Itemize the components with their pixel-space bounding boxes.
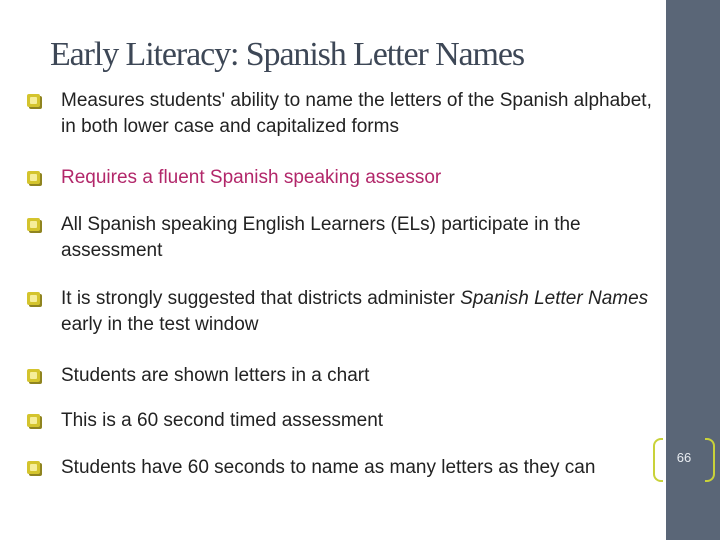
bullet-text: Measures students' ability to name the letters of the Spanish alphabet, in both lower case and capitalized forms	[61, 90, 652, 137]
bullet-item	[27, 165, 657, 191]
bullet-text-part: It is strongly suggested that districts administer	[61, 288, 455, 309]
bullet-text: This is a 60 second timed assessment	[61, 410, 384, 431]
checkbox-bullet-icon	[27, 414, 40, 427]
checkbox-bullet-icon	[27, 461, 40, 474]
bullet-text	[61, 286, 657, 338]
bullet-text: Requires a fluent Spanish speaking assessor	[61, 167, 442, 188]
bullet-text: Students are shown letters in a chart	[61, 365, 370, 386]
bullet-item	[27, 88, 657, 140]
bullet-item	[27, 286, 657, 338]
checkbox-bullet-icon	[27, 218, 40, 231]
page-number: 66	[676, 450, 692, 465]
left-bracket-icon	[653, 438, 663, 482]
bullet-text: All Spanish speaking English Learners (ELs) participate in the assessment	[61, 214, 581, 261]
page-number-badge	[647, 438, 719, 484]
bullet-text: Students have 60 seconds to name as many letters as they can	[61, 457, 596, 478]
bullet-text-italic: Spanish Letter Names	[460, 288, 649, 309]
checkbox-bullet-icon	[27, 292, 40, 305]
bullet-item	[27, 455, 657, 481]
bullet-item	[27, 212, 657, 264]
bullet-item	[27, 408, 657, 434]
bullet-text-part: early in the test window	[61, 314, 259, 335]
checkbox-bullet-icon	[27, 369, 40, 382]
right-bracket-icon	[705, 438, 715, 482]
slide-title: Early Literacy: Spanish Letter Names	[50, 36, 524, 73]
checkbox-bullet-icon	[27, 94, 40, 107]
bullet-item	[27, 363, 657, 389]
checkbox-bullet-icon	[27, 171, 40, 184]
